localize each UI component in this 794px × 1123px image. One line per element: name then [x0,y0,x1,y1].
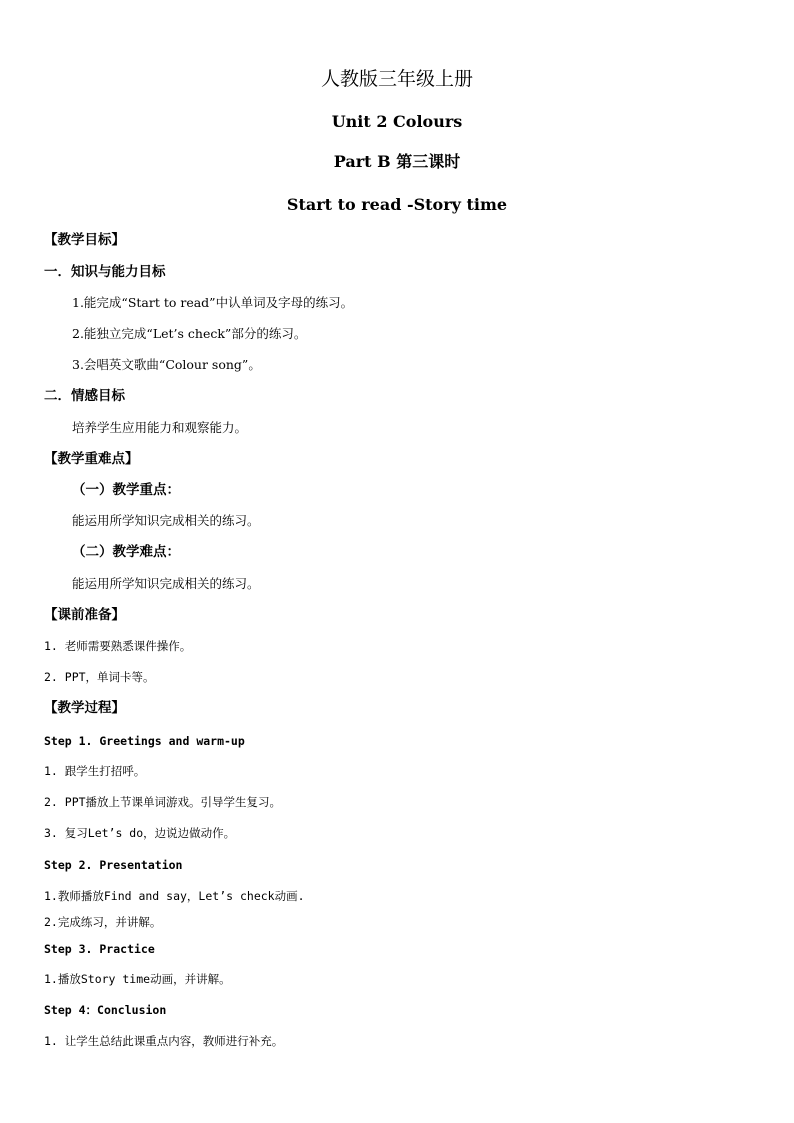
step4-title: Step 4：Conclusion [44,1003,167,1017]
step1-item-2: 2. PPT播放上节课单词游戏。引导学生复习。 [44,795,282,809]
step4-item-1: 1. 让学生总结此课重点内容，教师进行补充。 [44,1034,284,1048]
step3-title: Step 3. Practice [44,942,155,956]
part-title: Part B 第三课时 [333,152,461,171]
knowledge-heading: 一．知识与能力目标 [44,264,166,280]
emotion-text: 培养学生应用能力和观察能力。 [72,420,248,435]
objectives-heading: 【教学目标】 [44,232,125,248]
knowledge-item-2: 2.能独立完成“Let’s check”部分的练习。 [72,326,307,341]
lesson-title: Start to read -Story time [286,195,508,214]
step3-item-1: 1.播放Story time动画，并讲解。 [44,972,231,986]
knowledge-item-3: 3.会唱英文歌曲“Colour song”。 [72,357,261,372]
key-points-heading: 【教学重难点】 [44,451,139,467]
step1-item-3: 3. 复习Let’s do，边说边做动作。 [44,826,236,840]
step1-item-1: 1. 跟学生打招呼。 [44,764,146,778]
preparation-item-2: 2. PPT，单词卡等。 [44,670,155,684]
book-title: 人教版三年级上册 [320,68,473,90]
process-heading: 【教学过程】 [44,700,125,716]
knowledge-item-1: 1.能完成“Start to read”中认单词及字母的练习。 [72,295,354,310]
preparation-item-1: 1. 老师需要熟悉课件操作。 [44,639,192,653]
step2-item-1: 1.教师播放Find and say，Let’s check动画. [44,889,305,903]
unit-title: Unit 2 Colours [331,112,463,131]
difficulty-heading: （二）教学难点： [72,544,180,560]
focus-heading: （一）教学重点： [72,482,180,498]
difficulty-text: 能运用所学知识完成相关的练习。 [72,576,260,591]
focus-text: 能运用所学知识完成相关的练习。 [72,513,260,528]
preparation-heading: 【课前准备】 [44,607,125,623]
emotion-heading: 二．情感目标 [44,388,125,404]
step2-title: Step 2. Presentation [44,858,183,872]
step1-title: Step 1. Greetings and warm-up [44,734,245,748]
step2-item-2: 2.完成练习，并讲解。 [44,915,162,929]
